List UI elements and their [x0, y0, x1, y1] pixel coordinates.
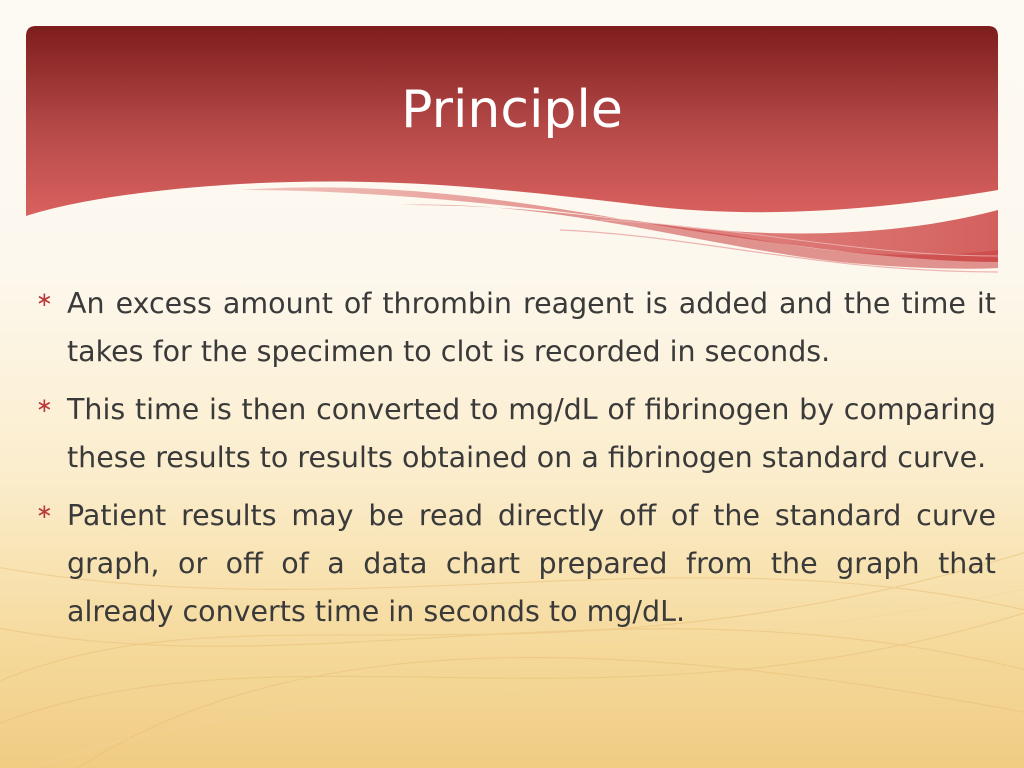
slide-title: Principle [401, 80, 623, 140]
bullet-item [36, 386, 996, 482]
header-banner [0, 0, 1024, 300]
asterisk-bullet-icon: ∗ [36, 499, 53, 523]
asterisk-bullet-icon: ∗ [36, 287, 53, 311]
bullet-text: This time is then converted to mg/dL of fibrinogen by comparing these results to results obtained on a fibrinogen standard curve. [67, 393, 996, 474]
bullet-text: Patient results may be read directly off of the standard curve graph, or off of a data chart prepared from the graph that already converts time in seconds to mg/dL. [67, 499, 996, 628]
bullet-item [36, 280, 996, 376]
bullet-text: An excess amount of thrombin reagent is added and the time it takes for the specimen to clot is recorded in seconds. [67, 287, 996, 368]
asterisk-bullet-icon: ∗ [36, 393, 53, 417]
bullet-list [36, 280, 996, 646]
bullet-item [36, 492, 996, 636]
